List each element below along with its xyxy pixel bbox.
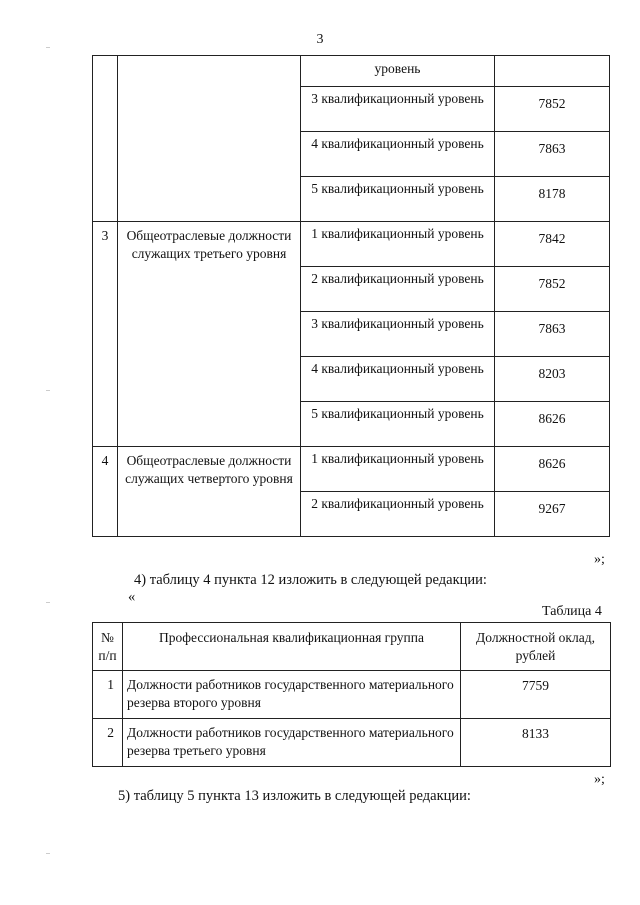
level-cell: 1 квалификационный уровень: [301, 447, 495, 492]
closing-quote: »;: [594, 772, 605, 787]
paragraph-4: 4) таблицу 4 пункта 12 изложить в следующей редакции:: [134, 572, 487, 588]
group-name-cell: Общеотраслевые должности служащих третьего уровня: [118, 222, 301, 447]
header-group: Профессиональная квалификационная группа: [123, 623, 461, 671]
table-4: [92, 622, 611, 767]
header-salary: Должностной оклад, рублей: [461, 623, 611, 671]
group-name-cell: [118, 56, 301, 222]
group-name-cell: Должности работников государственного материального резерва третьего уровня: [123, 719, 461, 767]
table-caption: Таблица 4: [542, 604, 602, 619]
row-number-cell: 1: [93, 671, 123, 719]
scan-mark: [46, 853, 50, 854]
scan-mark: [46, 390, 50, 391]
salary-cell: 7863: [495, 312, 610, 357]
level-cell: 3 квалификационный уровень: [301, 312, 495, 357]
salary-cell: 7852: [495, 87, 610, 132]
salary-cell: 8626: [495, 447, 610, 492]
level-cell: 1 квалификационный уровень: [301, 222, 495, 267]
salary-cell: [495, 56, 610, 87]
row-number-cell: [93, 56, 118, 222]
level-cell: 5 квалификационный уровень: [301, 177, 495, 222]
opening-quote: «: [128, 589, 136, 605]
level-cell: 4 квалификационный уровень: [301, 357, 495, 402]
table-row: [93, 671, 611, 719]
scan-mark: [46, 602, 50, 603]
salary-cell: 8203: [495, 357, 610, 402]
salary-table-continuation: [92, 55, 610, 537]
salary-cell: 9267: [495, 492, 610, 537]
header-number: № п/п: [93, 623, 123, 671]
salary-cell: 7852: [495, 267, 610, 312]
level-cell: 2 квалификационный уровень: [301, 267, 495, 312]
salary-cell: 8133: [461, 719, 611, 767]
level-cell: уровень: [301, 56, 495, 87]
row-number-cell: 3: [93, 222, 118, 447]
scan-mark: [46, 47, 50, 48]
level-cell: 5 квалификационный уровень: [301, 402, 495, 447]
paragraph-5: 5) таблицу 5 пункта 13 изложить в следующей редакции:: [118, 788, 471, 804]
salary-cell: 7759: [461, 671, 611, 719]
salary-cell: 8178: [495, 177, 610, 222]
row-number-cell: 4: [93, 447, 118, 537]
table-row: [93, 222, 610, 267]
group-name-cell: Общеотраслевые должности служащих четвертого уровня: [118, 447, 301, 537]
table-row: [93, 447, 610, 492]
level-cell: 3 квалификационный уровень: [301, 87, 495, 132]
row-number-cell: 2: [93, 719, 123, 767]
level-cell: 2 квалификационный уровень: [301, 492, 495, 537]
salary-cell: 7842: [495, 222, 610, 267]
table-header-row: [93, 623, 611, 671]
group-name-cell: Должности работников государственного материального резерва второго уровня: [123, 671, 461, 719]
salary-cell: 8626: [495, 402, 610, 447]
closing-quote: »;: [594, 552, 605, 567]
table-row: [93, 719, 611, 767]
page-number: 3: [316, 32, 324, 47]
level-cell: 4 квалификационный уровень: [301, 132, 495, 177]
salary-cell: 7863: [495, 132, 610, 177]
table-row: [93, 56, 610, 87]
